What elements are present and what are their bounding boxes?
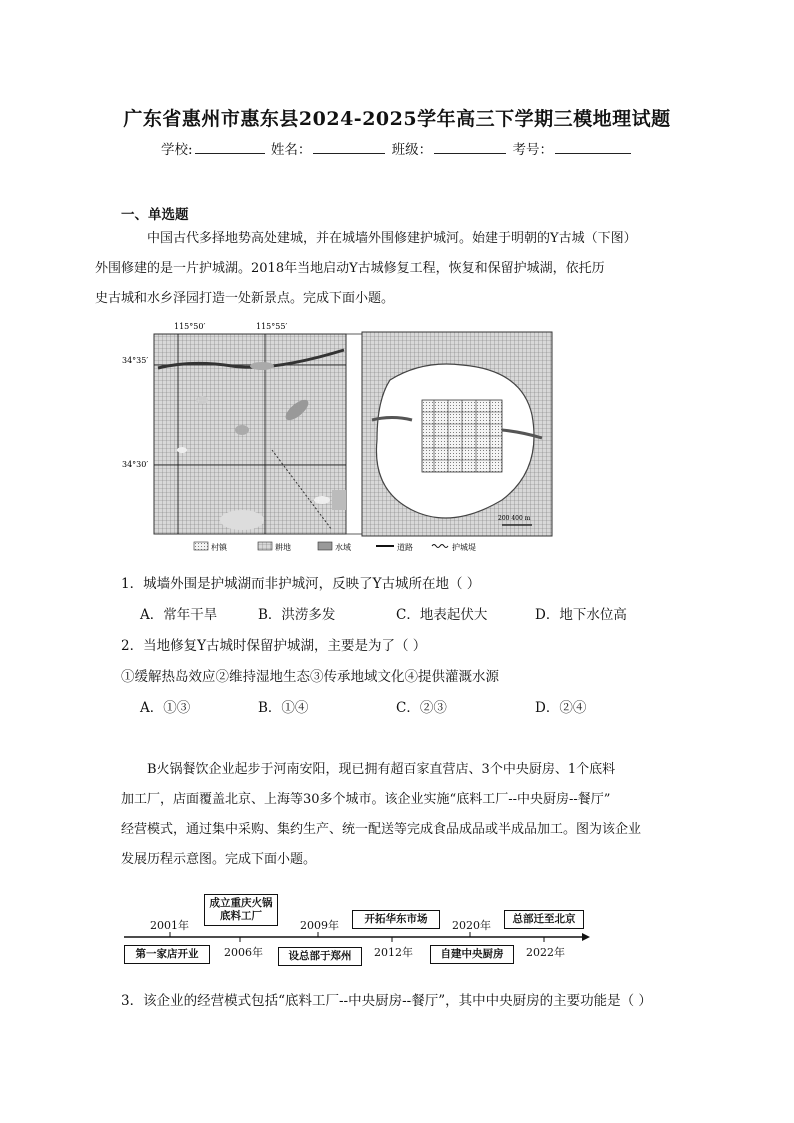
q1-option-a[interactable]: A．常年干旱 xyxy=(140,607,218,623)
q2-option-b[interactable]: B．①④ xyxy=(258,700,309,716)
q1-option-c[interactable]: C．地表起伏大 xyxy=(396,607,488,623)
school-blank[interactable] xyxy=(195,140,265,154)
timeline-year: 2012年 xyxy=(374,946,413,959)
timeline-event: 第一家店开业 xyxy=(124,945,210,964)
timeline-event: 成立重庆火锅底料工厂 xyxy=(204,894,278,926)
exam-no-blank[interactable] xyxy=(555,140,631,154)
timeline-year: 2001年 xyxy=(150,919,189,932)
q2-option-a[interactable]: A．①③ xyxy=(140,700,191,716)
lon-label: 115°55′ xyxy=(256,322,288,331)
question-2-stem: 2．当地修复Y古城时保留护城湖，主要是为了（ ） xyxy=(121,638,427,654)
legend-label: 村镇 xyxy=(211,543,227,552)
passage-2-line: 发展历程示意图。完成下面小题。 xyxy=(121,852,317,867)
lon-label: 115°50′ xyxy=(174,322,206,331)
map-svg xyxy=(122,320,572,558)
timeline-year: 2006年 xyxy=(224,946,263,959)
timeline-year: 2022年 xyxy=(526,946,565,959)
legend-label: 道路 xyxy=(397,543,413,552)
timeline-year: 2020年 xyxy=(452,919,491,932)
name-blank[interactable] xyxy=(313,140,385,154)
passage-1-line: 史古城和水乡泽园打造一处新景点。完成下面小题。 xyxy=(95,291,395,306)
timeline-year: 2009年 xyxy=(300,919,339,932)
student-info-row xyxy=(0,138,794,158)
q1-option-b[interactable]: B．洪涝多发 xyxy=(258,607,336,623)
passage-1-line: 外围修建的是一片护城湖。2018年当地启动Y古城修复工程，恢复和保留护城湖，依托历 xyxy=(95,261,605,276)
timeline-figure xyxy=(120,890,600,970)
question-1-stem: 1．城墙外围是护城湖而非护城河，反映了Y古城所在地（ ） xyxy=(121,576,481,592)
legend-label: 护城堤 xyxy=(452,543,476,552)
left-map xyxy=(154,334,346,534)
passage-2 xyxy=(121,755,681,875)
lat-label: 34°35′ xyxy=(122,356,149,365)
class-label: 班级： xyxy=(391,142,433,158)
passage-2-line: 经营模式，通过集中采购、集约生产、统一配送等完成食品成品或半成品加工。图为该企业 xyxy=(121,822,642,837)
timeline-event: 开拓华东市场 xyxy=(352,910,440,929)
q2-option-c[interactable]: C．②③ xyxy=(396,700,447,716)
question-3-stem: 3．该企业的经营模式包括“底料工厂--中央厨房--餐厅”，其中中央厨房的主要功能是（ ） xyxy=(121,993,652,1009)
legend-label: 耕地 xyxy=(275,543,291,552)
school-label: 学校: xyxy=(161,142,193,158)
class-blank[interactable] xyxy=(434,140,506,154)
q2-option-d[interactable]: D．②④ xyxy=(535,700,587,716)
map-scale: 200 400 m xyxy=(498,515,531,522)
timeline-event: 总部迁至北京 xyxy=(504,910,584,929)
q1-option-d[interactable]: D．地下水位高 xyxy=(535,607,627,623)
map-figure xyxy=(122,320,572,558)
passage-2-line: 加工厂，店面覆盖北京、上海等30多个城市。该企业实施“底料工厂--中央厨房--餐厅” xyxy=(121,792,611,807)
right-map xyxy=(362,332,552,536)
question-2-items: ①缓解热岛效应②维持湿地生态③传承地域文化④提供灌溉水源 xyxy=(121,669,499,685)
passage-2-line: B火锅餐饮企业起步于河南安阳，现已拥有超百家直营店、3个中央厨房、1个底料 xyxy=(147,762,616,777)
passage-1-line: 中国古代多择地势高处建城，并在城墙外围修建护城河。始建于明朝的Y古城（下图） xyxy=(147,231,637,246)
passage-1 xyxy=(95,224,681,314)
name-label: 姓名： xyxy=(270,142,312,158)
legend-label: 水域 xyxy=(335,543,351,552)
map-legend xyxy=(194,542,476,552)
timeline-event: 自建中央厨房 xyxy=(430,945,514,964)
exam-no-label: 考号： xyxy=(512,142,553,158)
section-heading: 一、单选题 xyxy=(121,207,189,223)
page-title: 广东省惠州市惠东县2024-2025学年高三下学期三模地理试题 xyxy=(123,108,671,130)
timeline-event: 设总部于郑州 xyxy=(278,947,362,966)
lat-label: 34°30′ xyxy=(122,460,149,469)
